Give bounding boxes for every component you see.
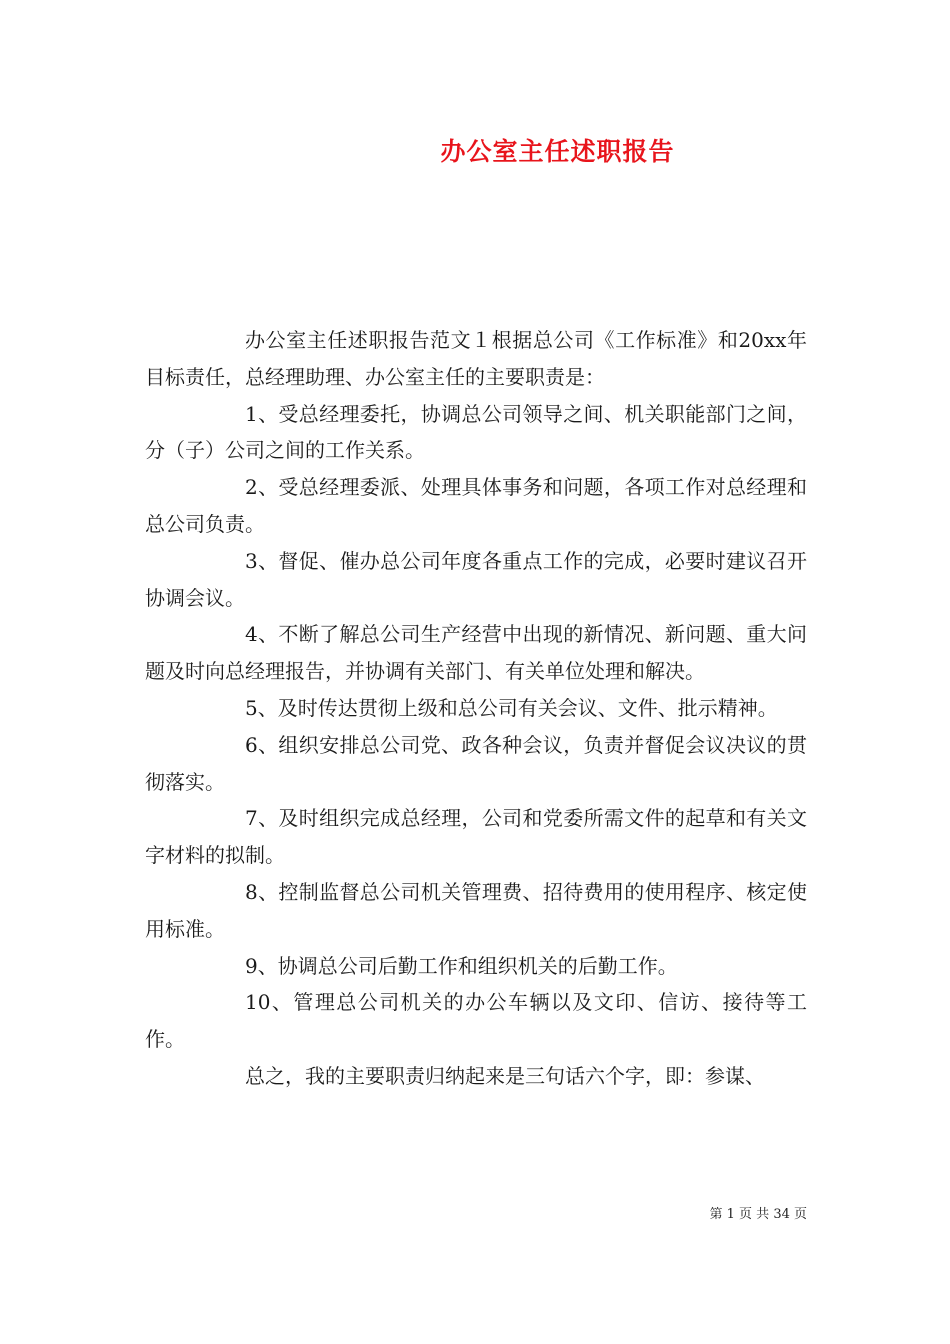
paragraph-duty-10: 10、管理总公司机关的办公车辆以及文印、信访、接待等工作。 <box>145 990 807 1052</box>
paragraph-duty-5: 5、及时传达贯彻上级和总公司有关会议、文件、批示精神。 <box>245 695 778 720</box>
paragraph-duty-6: 6、组织安排总公司党、政各种会议，负责并督促会议决议的贯彻落实。 <box>145 732 807 794</box>
page-number-footer: 第 1 页 共 34 页 <box>709 1207 807 1222</box>
paragraph-duty-3: 3、督促、催办总公司年度各重点工作的完成，必要时建议召开协调会议。 <box>145 548 807 610</box>
paragraph-duty-4: 4、不断了解总公司生产经营中出现的新情况、新问题、重大问题及时向总经理报告，并协调有关部门、有关单位处理和解决。 <box>145 622 807 684</box>
paragraph-intro: 办公室主任述职报告范文１根据总公司《工作标准》和20xx年目标责任，总经理助理、办公室主任的主要职责是： <box>145 328 807 389</box>
paragraph-duty-9: 9、协调总公司后勤工作和组织机关的后勤工作。 <box>245 953 678 978</box>
paragraph-duty-8: 8、控制监督总公司机关管理费、招待费用的使用程序、核定使用标准。 <box>145 879 807 941</box>
page-title: 办公室主任述职报告 <box>440 137 675 166</box>
paragraph-duty-2: 2、受总经理委派、处理具体事务和问题，各项工作对总经理和总公司负责。 <box>145 475 807 536</box>
paragraph-duty-7: 7、及时组织完成总经理，公司和党委所需文件的起草和有关文字材料的拟制。 <box>145 806 807 868</box>
paragraph-duty-1: 1、受总经理委托，协调总公司领导之间、机关职能部门之间，分（子）公司之间的工作关系。 <box>145 401 807 463</box>
document-body <box>145 322 807 1095</box>
paragraph-summary: 总之，我的主要职责归纳起来是三句话六个字，即：参谋、 <box>245 1063 765 1088</box>
